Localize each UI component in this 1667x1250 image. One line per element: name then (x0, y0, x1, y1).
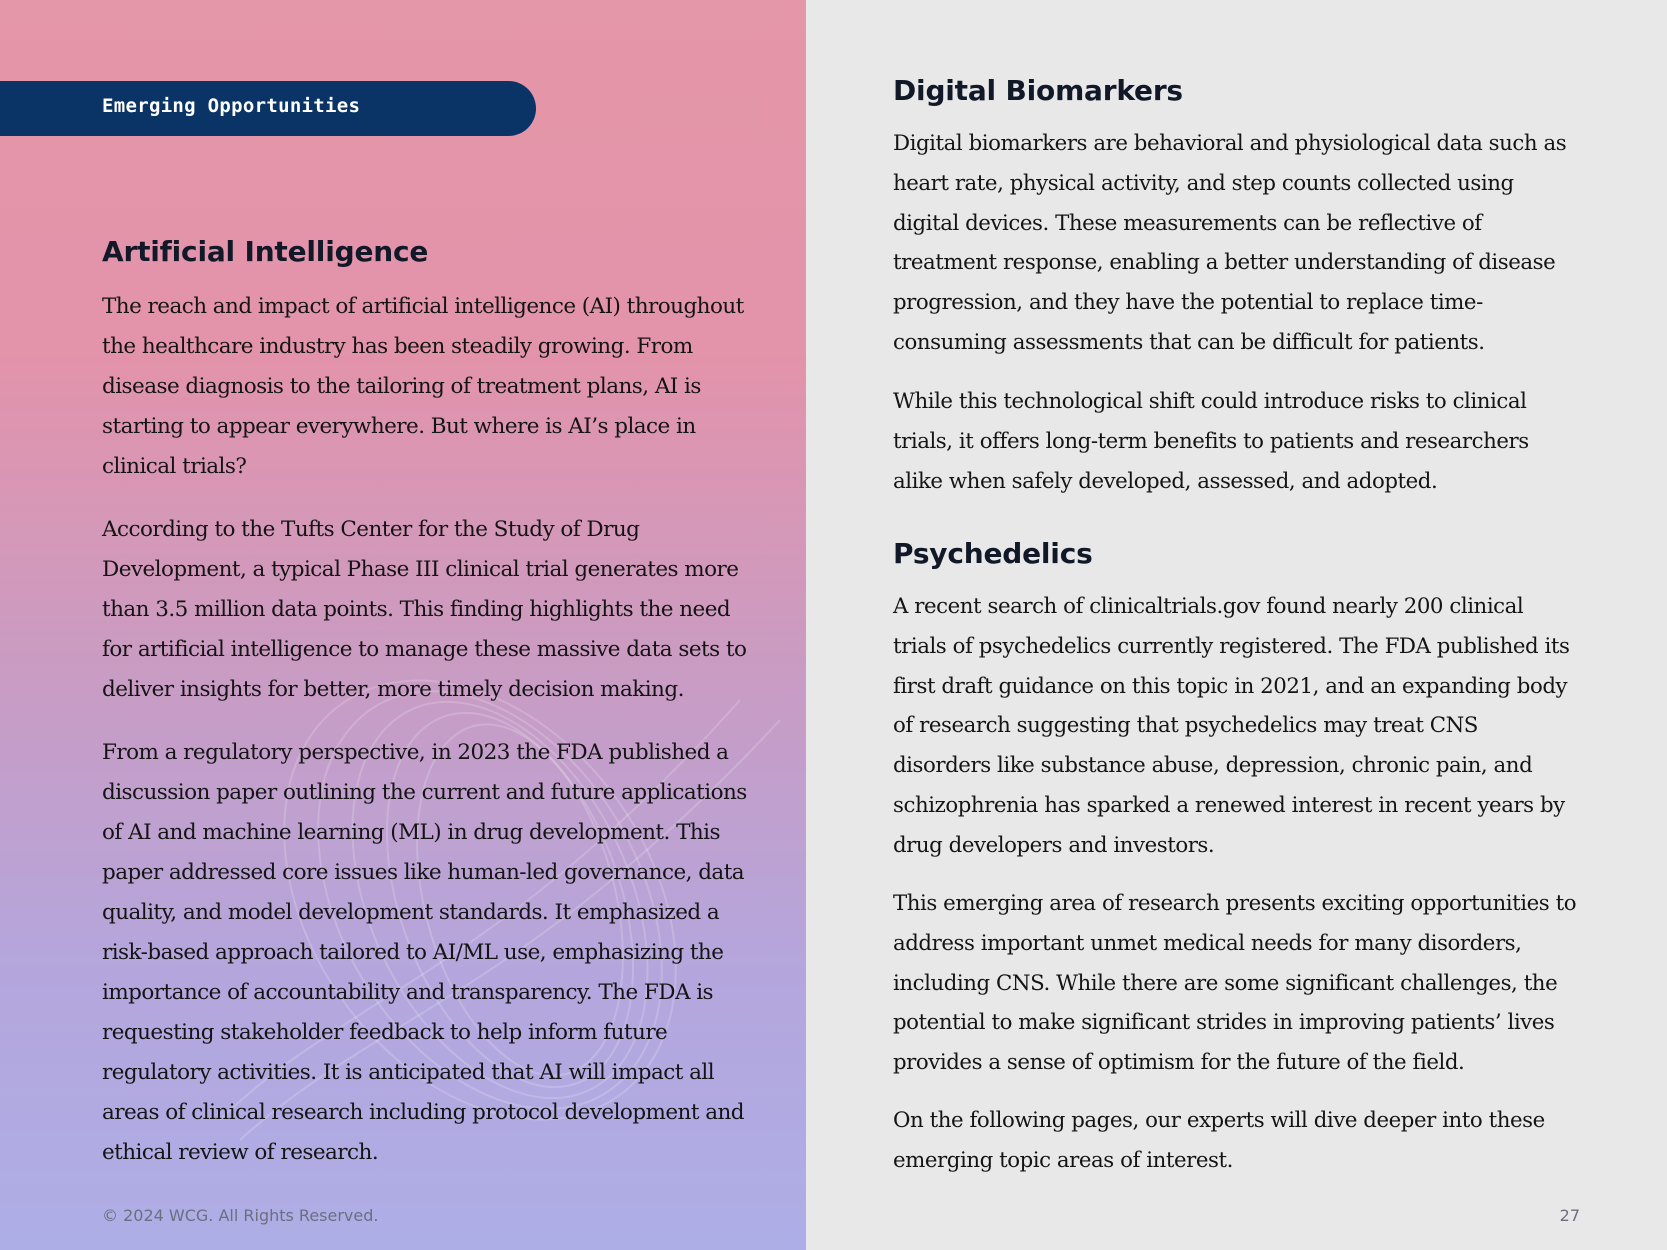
psychedelics-heading: Psychedelics (893, 537, 1093, 570)
ai-paragraph-1: The reach and impact of artificial intelligence (AI) throughout the healthcare industry has been steadily growing. From disease diagnosis to the tailoring of treatment plans, AI is starting to appear everywhere. But where is AI’s place in clinical trials? (102, 294, 744, 479)
left-page (0, 0, 806, 1250)
biomarkers-heading: Digital Biomarkers (893, 74, 1183, 107)
ai-heading: Artificial Intelligence (102, 235, 429, 268)
copyright-footer: © 2024 WCG. All Rights Reserved. (102, 1206, 379, 1225)
biomarkers-paragraph-1: Digital biomarkers are behavioral and physiological data such as heart rate, physical activity, and step counts collected using digital devices. These measurements can be reflective of treatment response, enabling a better understanding of disease progression, and they have the potential to replace time-consuming assessments that can be difficult for patients. (893, 131, 1567, 355)
psychedelics-paragraph-1: A recent search of clinicaltrials.gov found nearly 200 clinical trials of psychedelics currently registered. The FDA published its first draft guidance on this topic in 2021, and an expanding body of research suggesting that psychedelics may treat CNS disorders like substance abuse, depression, chronic pain, and schizophrenia has sparked a renewed interest in recent years by drug developers and investors. (893, 594, 1570, 858)
biomarkers-paragraph-2: While this technological shift could introduce risks to clinical trials, it offers long-term benefits to patients and researchers alike when safely developed, assessed, and adopted. (893, 389, 1529, 494)
psychedelics-paragraph-2: This emerging area of research presents exciting opportunities to address important unmet medical needs for many disorders, including CNS. While there are some significant challenges, the potential to make significant strides in improving patients’ lives provides a sense of optimism for the future of the field. (893, 891, 1577, 1076)
right-page (806, 0, 1667, 1250)
psychedelics-paragraph-3: On the following pages, our experts will dive deeper into these emerging topic areas of interest. (893, 1108, 1545, 1173)
section-badge-label: Emerging Opportunities (102, 95, 361, 117)
section-badge (0, 81, 536, 136)
ai-paragraph-3: From a regulatory perspective, in 2023 the FDA published a discussion paper outlining the current and future applications of AI and machine learning (ML) in drug development. This paper addressed core issues like human-led governance, data quality, and model development standards. It emphasized a risk-based approach tailored to AI/ML use, emphasizing the importance of accountability and transparency. The FDA is requesting stakeholder feedback to help inform future regulatory activities. It is anticipated that AI will impact all areas of clinical research including protocol development and ethical review of research. (102, 740, 747, 1165)
page-number: 27 (1559, 1206, 1580, 1225)
ai-paragraph-2: According to the Tufts Center for the Study of Drug Development, a typical Phase III clinical trial generates more than 3.5 million data points. This finding highlights the need for artificial intelligence to manage these massive data sets to deliver insights for better, more timely decision making. (102, 517, 747, 702)
